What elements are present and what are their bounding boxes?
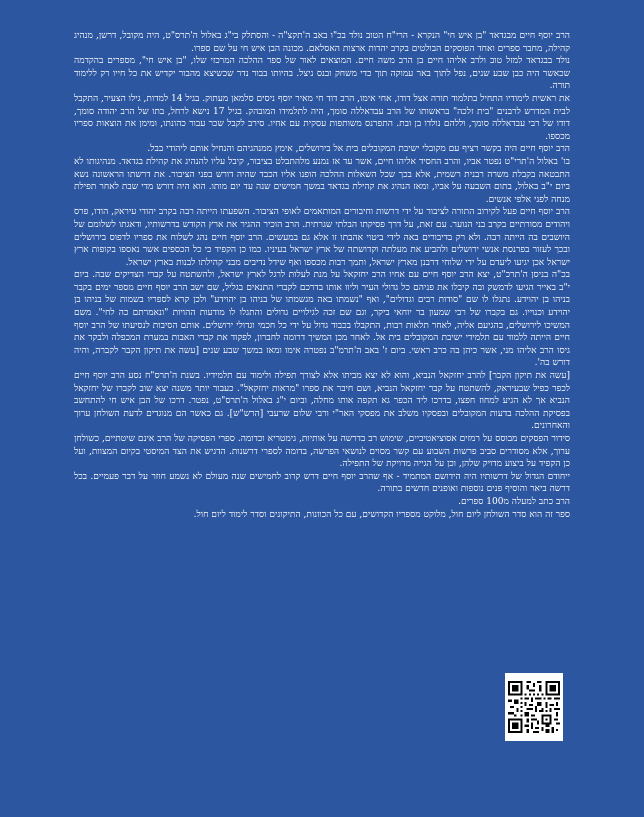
paragraph: הרב יוסף חיים מבגדאד "בן איש חי" הנקרא - הרי"ח הטוב נולד בכ"ו באב ה'תקצ"ה - והסתלק בי"ג באלול ה'תרס"ט, היה מקובל, דרשן, מנהיג קהילה, מחבר ספרים ואחד הפוסקים הבולטים בקרב יהדות ארצות האסלאם. מכונה הבן איש חי על שם ספרו. bbox=[74, 31, 570, 54]
paragraph: הרב יוסף חיים היה בקשר רציף עם מקובלי ישיבת המקובלים בית אל בירושלים, אימץ ממנהגיהם והנחיל אותם ליהודי בבל. bbox=[147, 144, 570, 155]
biography-text bbox=[74, 30, 570, 521]
paragraph: בו' באלול ה'תרי"ט נפטר אביו, והרב החסיד אליהו חיים, אשר עד אז נמנע מלהתבלט בציבור, קיבל עליו להנהיג את קהילת בגדאד. מנהיגותו לא התבטאה בקבלת משרה רבנית רשמית, אלא בכך שכל השאלות ההלכה הופנו אליו הכבד שהיה דורש בפני הציבור. את דרשתו הראשונה נשא ביום י"ב באלול, בתום השבעה על אביו, ומאז הנהיג את קהילת בגדאד במשך חמישים שנה עד יום מותו. הוא היה דורש מדי שבת לאחר תפילת מנחה לפני אלפי אנשים. bbox=[74, 156, 570, 205]
paragraph: בכ"ה בניסן ה'תרכ"ט, יצא הרב יוסף חיים עם אחיו הרב יחזקאל על מנת לעלות לרגל לארץ ישראל, ולהשתטח על קברי הצדיקים שבה. ביום י"ב באייר הגיעו לדמשק ובה קיבלו את פניהם כל גדולי העיר וליוו אותו בדרכם לקברי התנאים בגליל, שם ישב הרב יוסף חיים מספר ימים בקבר בניהו בן יהוידע. נתגלו לו שם "סודות רבים וגדולים", ואף "נשמתו באה מגשמתו של בניהו בן יהוידע" ולכן קרא לספריו בשמות של בניהו בן יהוידע וכנוייו. גם בקברו של רבי שמעון בר יוחאי ביקר, וגם שם זכה לגילויים גדולים והתגלו לו מודעות ההויות "ונאמרתם כה לחי". משם המשיכו לירושלים, בהגיעם אליה, לאחר תלאות רבות, התקבלו בכבוד גדול על ידי כל חכמי וגדולי ירושלים. אותם הסיבות לנסיעתו של הרב יוסף חיים הייתה ללמוד עם תלמידי ישיבת המקובלים בית אל. לאחר מכן המשיך דרומה לחברון, לפקוד את קברי האבות במערת המכפלה ולבקר את גיסו הרב אליהו מני, אשר כיהן בה כרב ראשי. ביום ז' באב ה'תרמ"ב נפטרה אימו ומאז במשך שבע שנים [עשה את תיקון הקבר לקברה, והיה דורש בה'. bbox=[74, 270, 570, 369]
paragraph: הרב יוסף חיים פעל לקירוב התורה לציבור על ידי דרשות וחיבורים המותאמים לאופי הציבור. השפעתו הייתה רבה בקרב יהודי עיראק, הודו, פרס ויהודים מסורתיים בקרב בני הנוער. עם זאת, על דרך פסיקתו הבלתי שגרתית. הרב הוכיר ההגיר את ארץ הקודש בדרשותיו, ודאגתו לשלומם של היושבים בה הייתה רבה. ולא רק בדיבורים באה לידי ביטוי אהבתו זו אלא גם במעשים. הרב יוסף חיים נהג לשלוח את ספריו לדפוס בירושלים ובכך לעזור בפרנסת אנשי ירושלים ולהביע את מעלתה וקדושתה של ארץ ישראל בעיניו. כמו כן הקפיד כי כל הכספים אשר נאספו בקופות ארץ ישראל אכן יגיעו ליעדם על ידי שלוחי דרבנן מארץ ישראל, ותמך רבות מכספו ואף שידל נדיבים מבני קהילתו לבנות בארץ ישראל. bbox=[74, 207, 570, 268]
paragraph: ספר זה הוא סדר השולחן ליום חול, מלוקט מספריו הקדושים, עם כל הכוונות, התיקונים וסדר לימוד ליום חול. bbox=[193, 509, 570, 520]
qr-code-icon[interactable] bbox=[505, 673, 563, 741]
paragraph: סידור הפסקים מבוסס על רמזים אסוציאטיביים, שימוש רב בדרשה על אותיות, גימטריא וכדומה. ספרי הפסיקה של הרב אינם שיטתיים, כשולחן ערוך, אלא מסודרים סביב פרשות השבוע עם קשר מסוים לנושאי הפרשה, בדומה לספרי דרשנות. הדגיש את הצד המיסטי בקיום המצוות, ועל כן הקפיד על ביצוע מדויק שלהן, וכן על הגייה מדויקת של התפילה. bbox=[74, 434, 570, 470]
paragraph: את ראשית לימודיו התחיל בתלמוד תורה אצל דודו, אחי אימו, הרב דוד חי מאיר יוסף ניסים סלמאן מעתוק. בגיל 14 למדות, גילו הצעיר, התקבל לבית המדרש לרבנים "בית זלכה" בראשותו של הרב עבדאללה סומך, היה לתלמידו המובהק. בגיל 17 נישא לרחל, בתו של הרב יהודה סומך, דודו של רבי עבדאללה סומך, וללהם נולדו בן ובת. התפרנס משותפות עסקית עם אחיו. סירב לקבל שכר עבור כהונתו, ומימן את הוצאות ספריו מכספו. bbox=[74, 93, 571, 142]
paragraph: הרב כתב למעלה מ100 ספרים. bbox=[458, 496, 570, 507]
paragraph: ייחודם הגדול של דרשותיו היה הידושם המתמיד - אף שהרב יוסף חיים דרש קרוב לחמישים שנה מעולם לא נשמע חוזר על דבר פעמיים. בכל דרשה ביאר והוסיף פנים נוספות ואופנים חדשים בתורה. bbox=[74, 471, 570, 495]
paragraph: נולד בבגדאד למזל טוב ולרב אליהו חיים בן הרב משה חיים. המוצאים לאור של ספר ההלכה המרכזי שלו, "בן איש חי", מספרים בהקדמה שכאשר היה כבן שבע שנים, נפל לתוך באר עמוקה תוך כדי משחק ובנס ניצל. בהיותו בבור נדר שכשיצא מהבור יקדיש את כל חייו רק ללימוד תורה. bbox=[74, 56, 570, 92]
paragraph: [עשה את תיקון הקבר] להרב יחזקאל הנביא, והוא לא יצא מביתו אלא לצורך תפילה ולימוד עם תלמידיו. בשנת ה'תרס"ח נסע הרב יוסף חיים לכפר כפיל שבעיראק, להשתטח על קבר יחזקאל הנביא, ושם חיבר את ספרו "מראות יחזקאל". כעבור יותר משנה יצא שוב לקברו של יחזקאל הנביא אך לא הגיע למחוז חפצו, בדרכו ליד הכפר גא תקפה אותו מחלה, וביום י"ג באלול ה'תרס"ט, נפטר. דרכו של הבן איש חי להתחשב בפסיקת ההלכה בדעות המקובלים ובפסקיו משלב את מפסקי האר"י ורבי שלום שרעבי [הרש"ש]. גם כאשר הם מנוגדים לדעת השולחן ערוך והאחרונים. bbox=[74, 371, 570, 432]
